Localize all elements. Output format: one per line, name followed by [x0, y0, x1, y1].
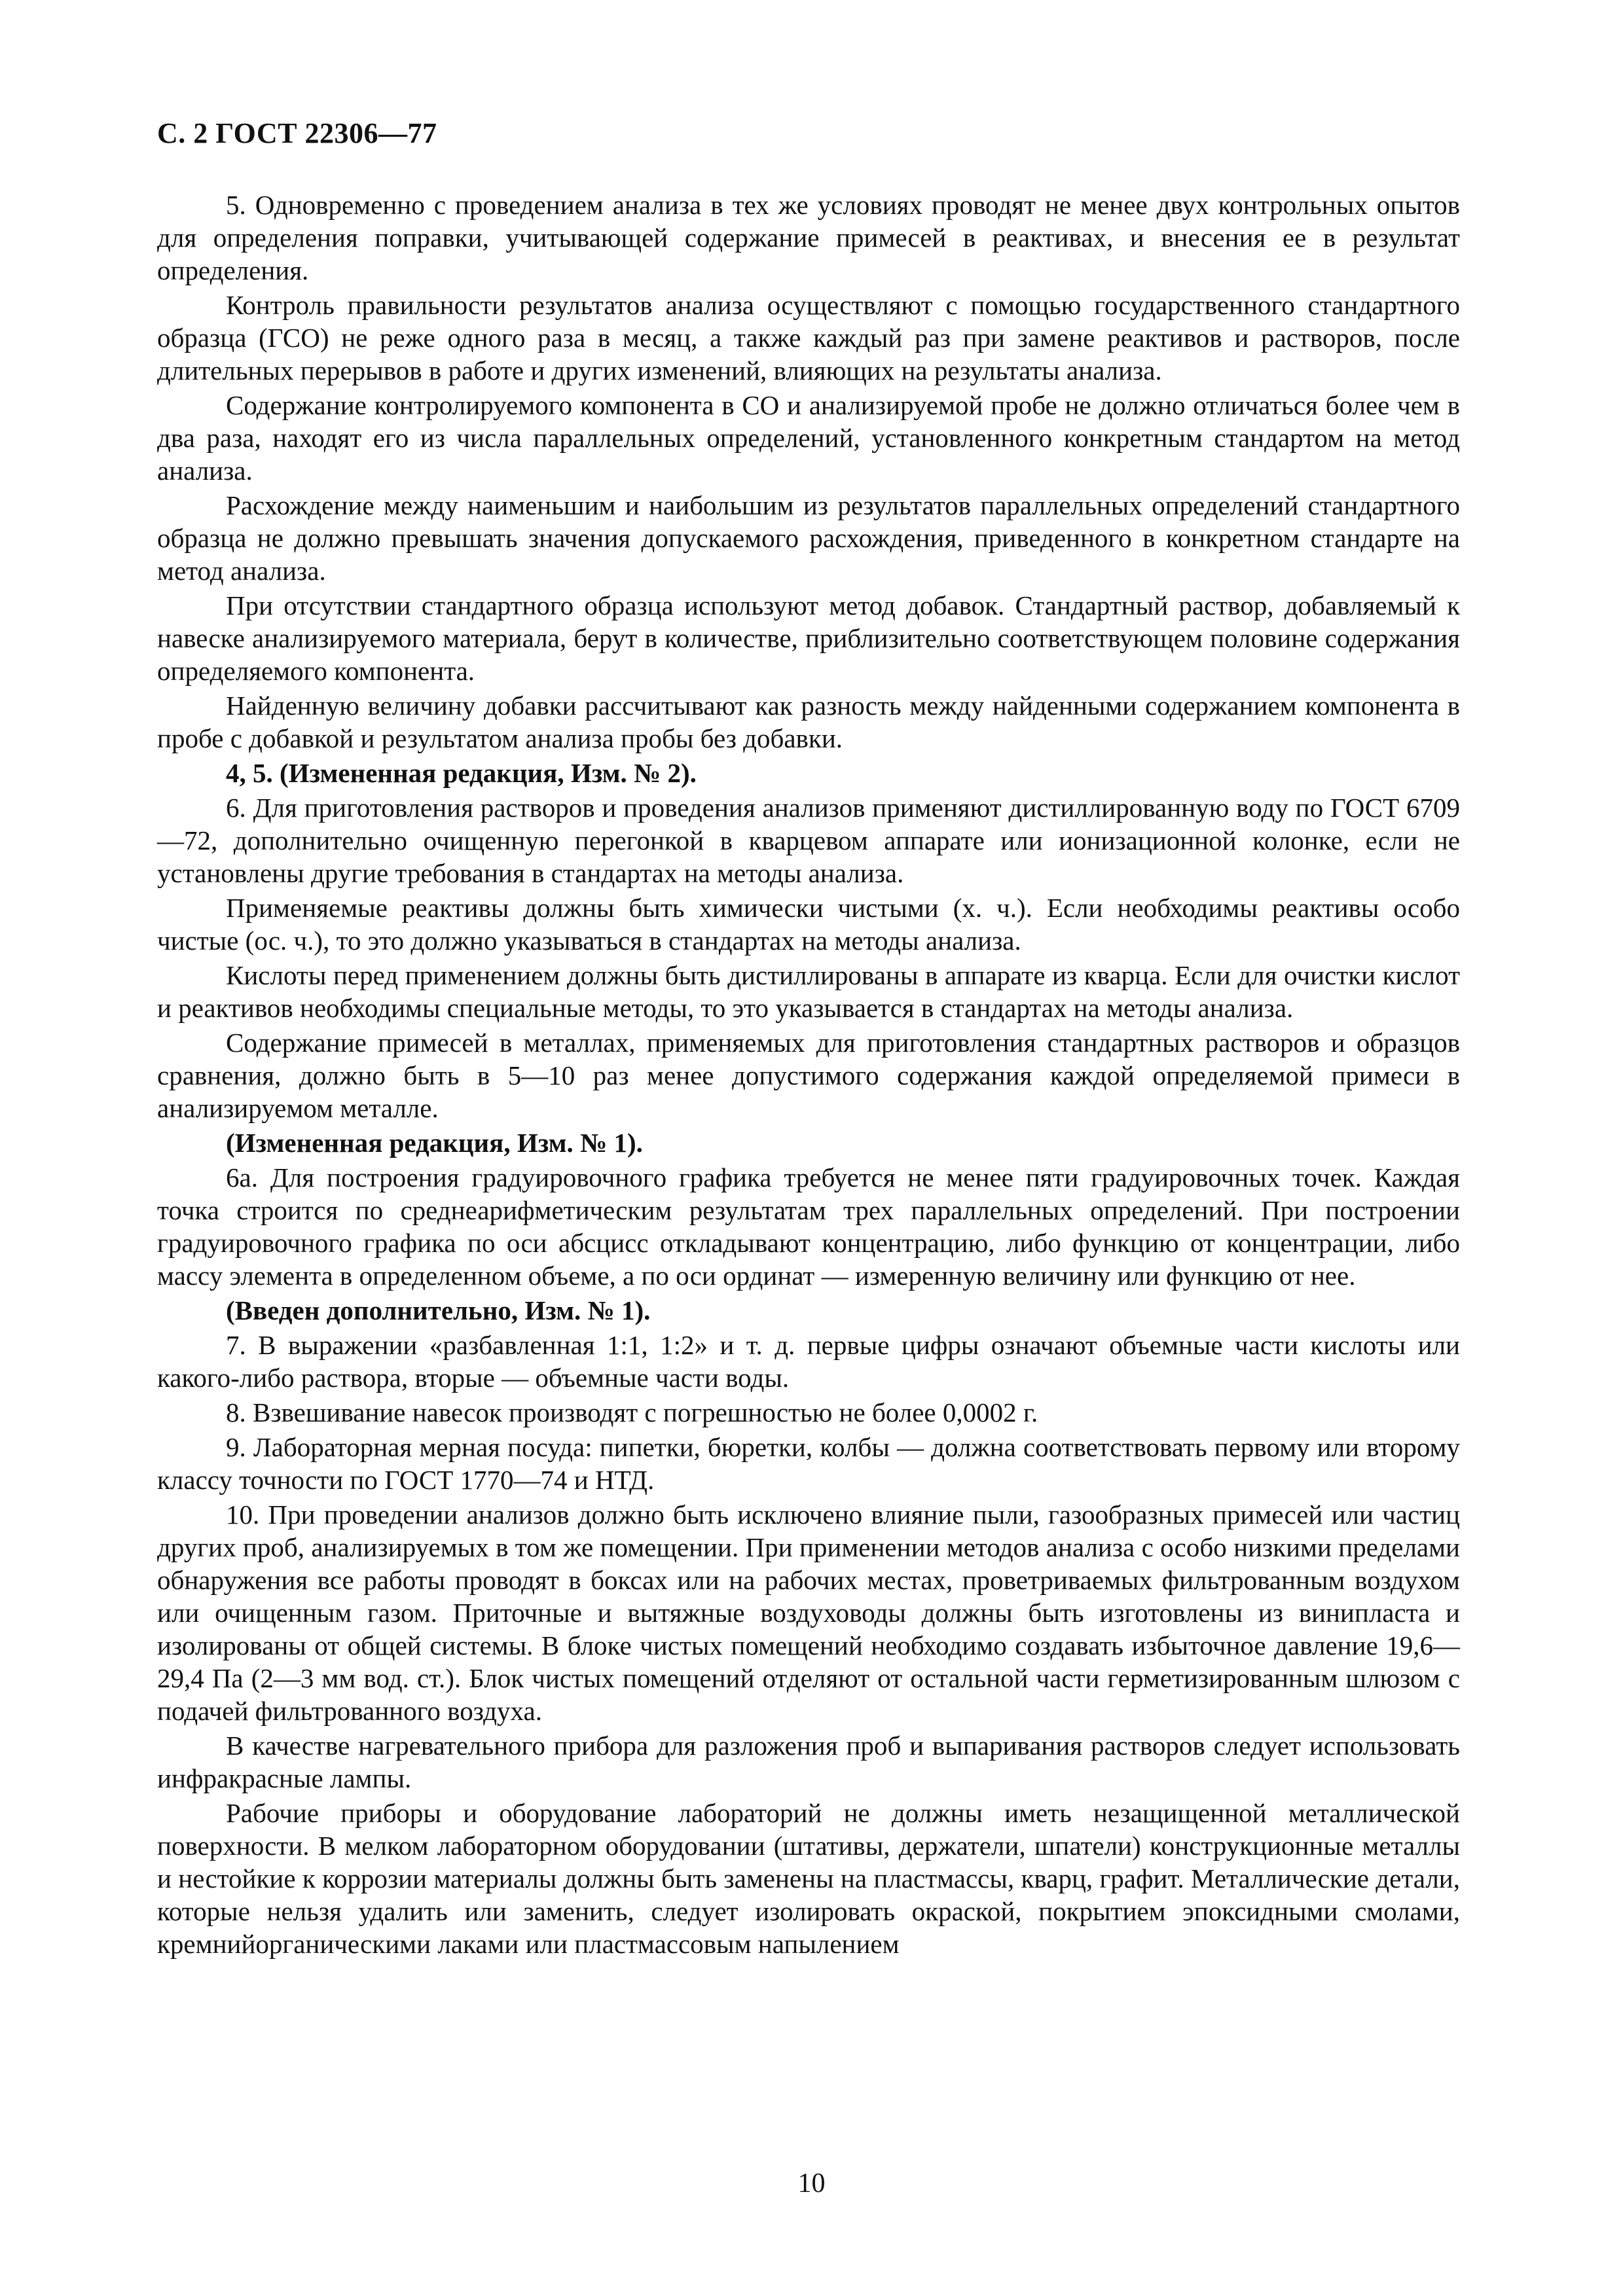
paragraph: 9. Лабораторная мерная посуда: пипетки, бюретки, колбы — должна соответствовать первому или второму классу точности по ГОСТ 1770—74 и НТД.	[157, 1432, 1460, 1495]
running-head: С. 2 ГОСТ 22306—77	[157, 117, 437, 149]
body-text	[157, 188, 1460, 1962]
paragraph: Контроль правильности результатов анализа осуществляют с помощью государственного стандартного образца (ГСО) не реже одного раза в месяц, а также каждый раз при замене реактивов и растворов, после длительных перерывов в работе и других изменений, влияющих на результаты анализа.	[157, 290, 1460, 386]
paragraph: 5. Одновременно с проведением анализа в тех же условиях проводят не менее двух контрольных опытов для определения поправки, учитывающей содержание примесей в реактивах, и внесения ее в результат определения.	[157, 190, 1460, 285]
paragraph: При отсутствии стандартного образца используют метод добавок. Стандартный раствор, добавляемый к навеске анализируемого материала, берут в количестве, приблизительно соответствующем половине содержания определяемого компонента.	[157, 590, 1460, 686]
paragraph: Рабочие приборы и оборудование лабораторий не должны иметь незащищенной металлической поверхности. В мелком лабораторном оборудовании (штативы, держатели, шпатели) конструкционные металлы и нестойкие к коррозии материалы должны быть заменены на пластмассы, кварц, графит. Металлические детали, которые нельзя удалить или заменить, следует изолировать окраской, покрытием эпоксидными смолами, кремнийорганическими лаками или пластмассовым напылением	[157, 1798, 1460, 1959]
paragraph: Найденную величину добавки рассчитывают как разность между найденными содержанием компонента в пробе с добавкой и результатом анализа пробы без добавки.	[157, 691, 1460, 753]
amendment-note: 4, 5. (Измененная редакция, Изм. № 2).	[226, 758, 697, 788]
paragraph: Применяемые реактивы должны быть химически чистыми (х. ч.). Если необходимы реактивы особо чистые (ос. ч.), то это должно указываться в стандартах на методы анализа.	[157, 893, 1460, 956]
amendment-note: (Введен дополнительно, Изм. № 1).	[226, 1295, 651, 1325]
paragraph: 7. В выражении «разбавленная 1:1, 1:2» и т. д. первые цифры означают объемные части кислоты или какого-либо раствора, вторые — объемные части воды.	[157, 1330, 1460, 1393]
page-number: 10	[797, 2168, 826, 2198]
paragraph: 10. При проведении анализов должно быть исключено влияние пыли, газообразных примесей или частиц других проб, анализируемых в том же помещении. При применении методов анализа с особо низкими пределами обнаружения все работы проводят в боксах или на рабочих местах, проветриваемых фильтрованным воздухом или очищенным газом. Приточные и вытяжные воздуховоды должны быть изготовлены из винипласта и изолированы от общей системы. В блоке чистых помещений необходимо создавать избыточное давление 19,6—29,4 Па (2—3 мм вод. ст.). Блок чистых помещений отделяют от остальной части герметизированным шлюзом с подачей фильтрованного воздуха.	[157, 1499, 1460, 1726]
paragraph: Кислоты перед применением должны быть дистиллированы в аппарате из кварца. Если для очистки кислот и реактивов необходимы специальные методы, то это указывается в стандартах на методы анализа.	[157, 960, 1460, 1023]
paragraph: 6. Для приготовления растворов и проведения анализов применяют дистиллированную воду по ГОСТ 6709—72, дополнительно очищенную перегонкой в кварцевом аппарате или ионизационной колонке, если не установлены другие требования в стандартах на методы анализа.	[157, 793, 1460, 888]
paragraph: В качестве нагревательного прибора для разложения проб и выпаривания растворов следует использовать инфракрасные лампы.	[157, 1731, 1460, 1793]
paragraph: 6а. Для построения градуировочного графика требуется не менее пяти градуировочных точек. Каждая точка строится по среднеарифметическим результатам трех параллельных определений. При построении градуировочного графика по оси абсцисс откладывают концентрацию, либо функцию от концентрации, либо массу элемента в определенном объеме, а по оси ординат — измеренную величину или функцию от нее.	[157, 1162, 1460, 1291]
paragraph: Содержание контролируемого компонента в СО и анализируемой пробе не должно отличаться более чем в два раза, находят его из числа параллельных определений, установленного конкретным стандартом на метод анализа.	[157, 390, 1460, 486]
amendment-note: (Измененная редакция, Изм. № 1).	[226, 1128, 643, 1158]
paragraph: 8. Взвешивание навесок производят с погрешностью не более 0,0002 г.	[226, 1397, 1038, 1427]
paragraph: Содержание примесей в металлах, применяемых для приготовления стандартных растворов и образцов сравнения, должно быть в 5—10 раз менее допустимого содержания каждой определяемой примеси в анализируемом металле.	[157, 1028, 1460, 1123]
paragraph: Расхождение между наименьшим и наибольшим из результатов параллельных определений стандартного образца не должно превышать значения допускаемого расхождения, приведенного в конкретном стандарте на метод анализа.	[157, 490, 1460, 586]
